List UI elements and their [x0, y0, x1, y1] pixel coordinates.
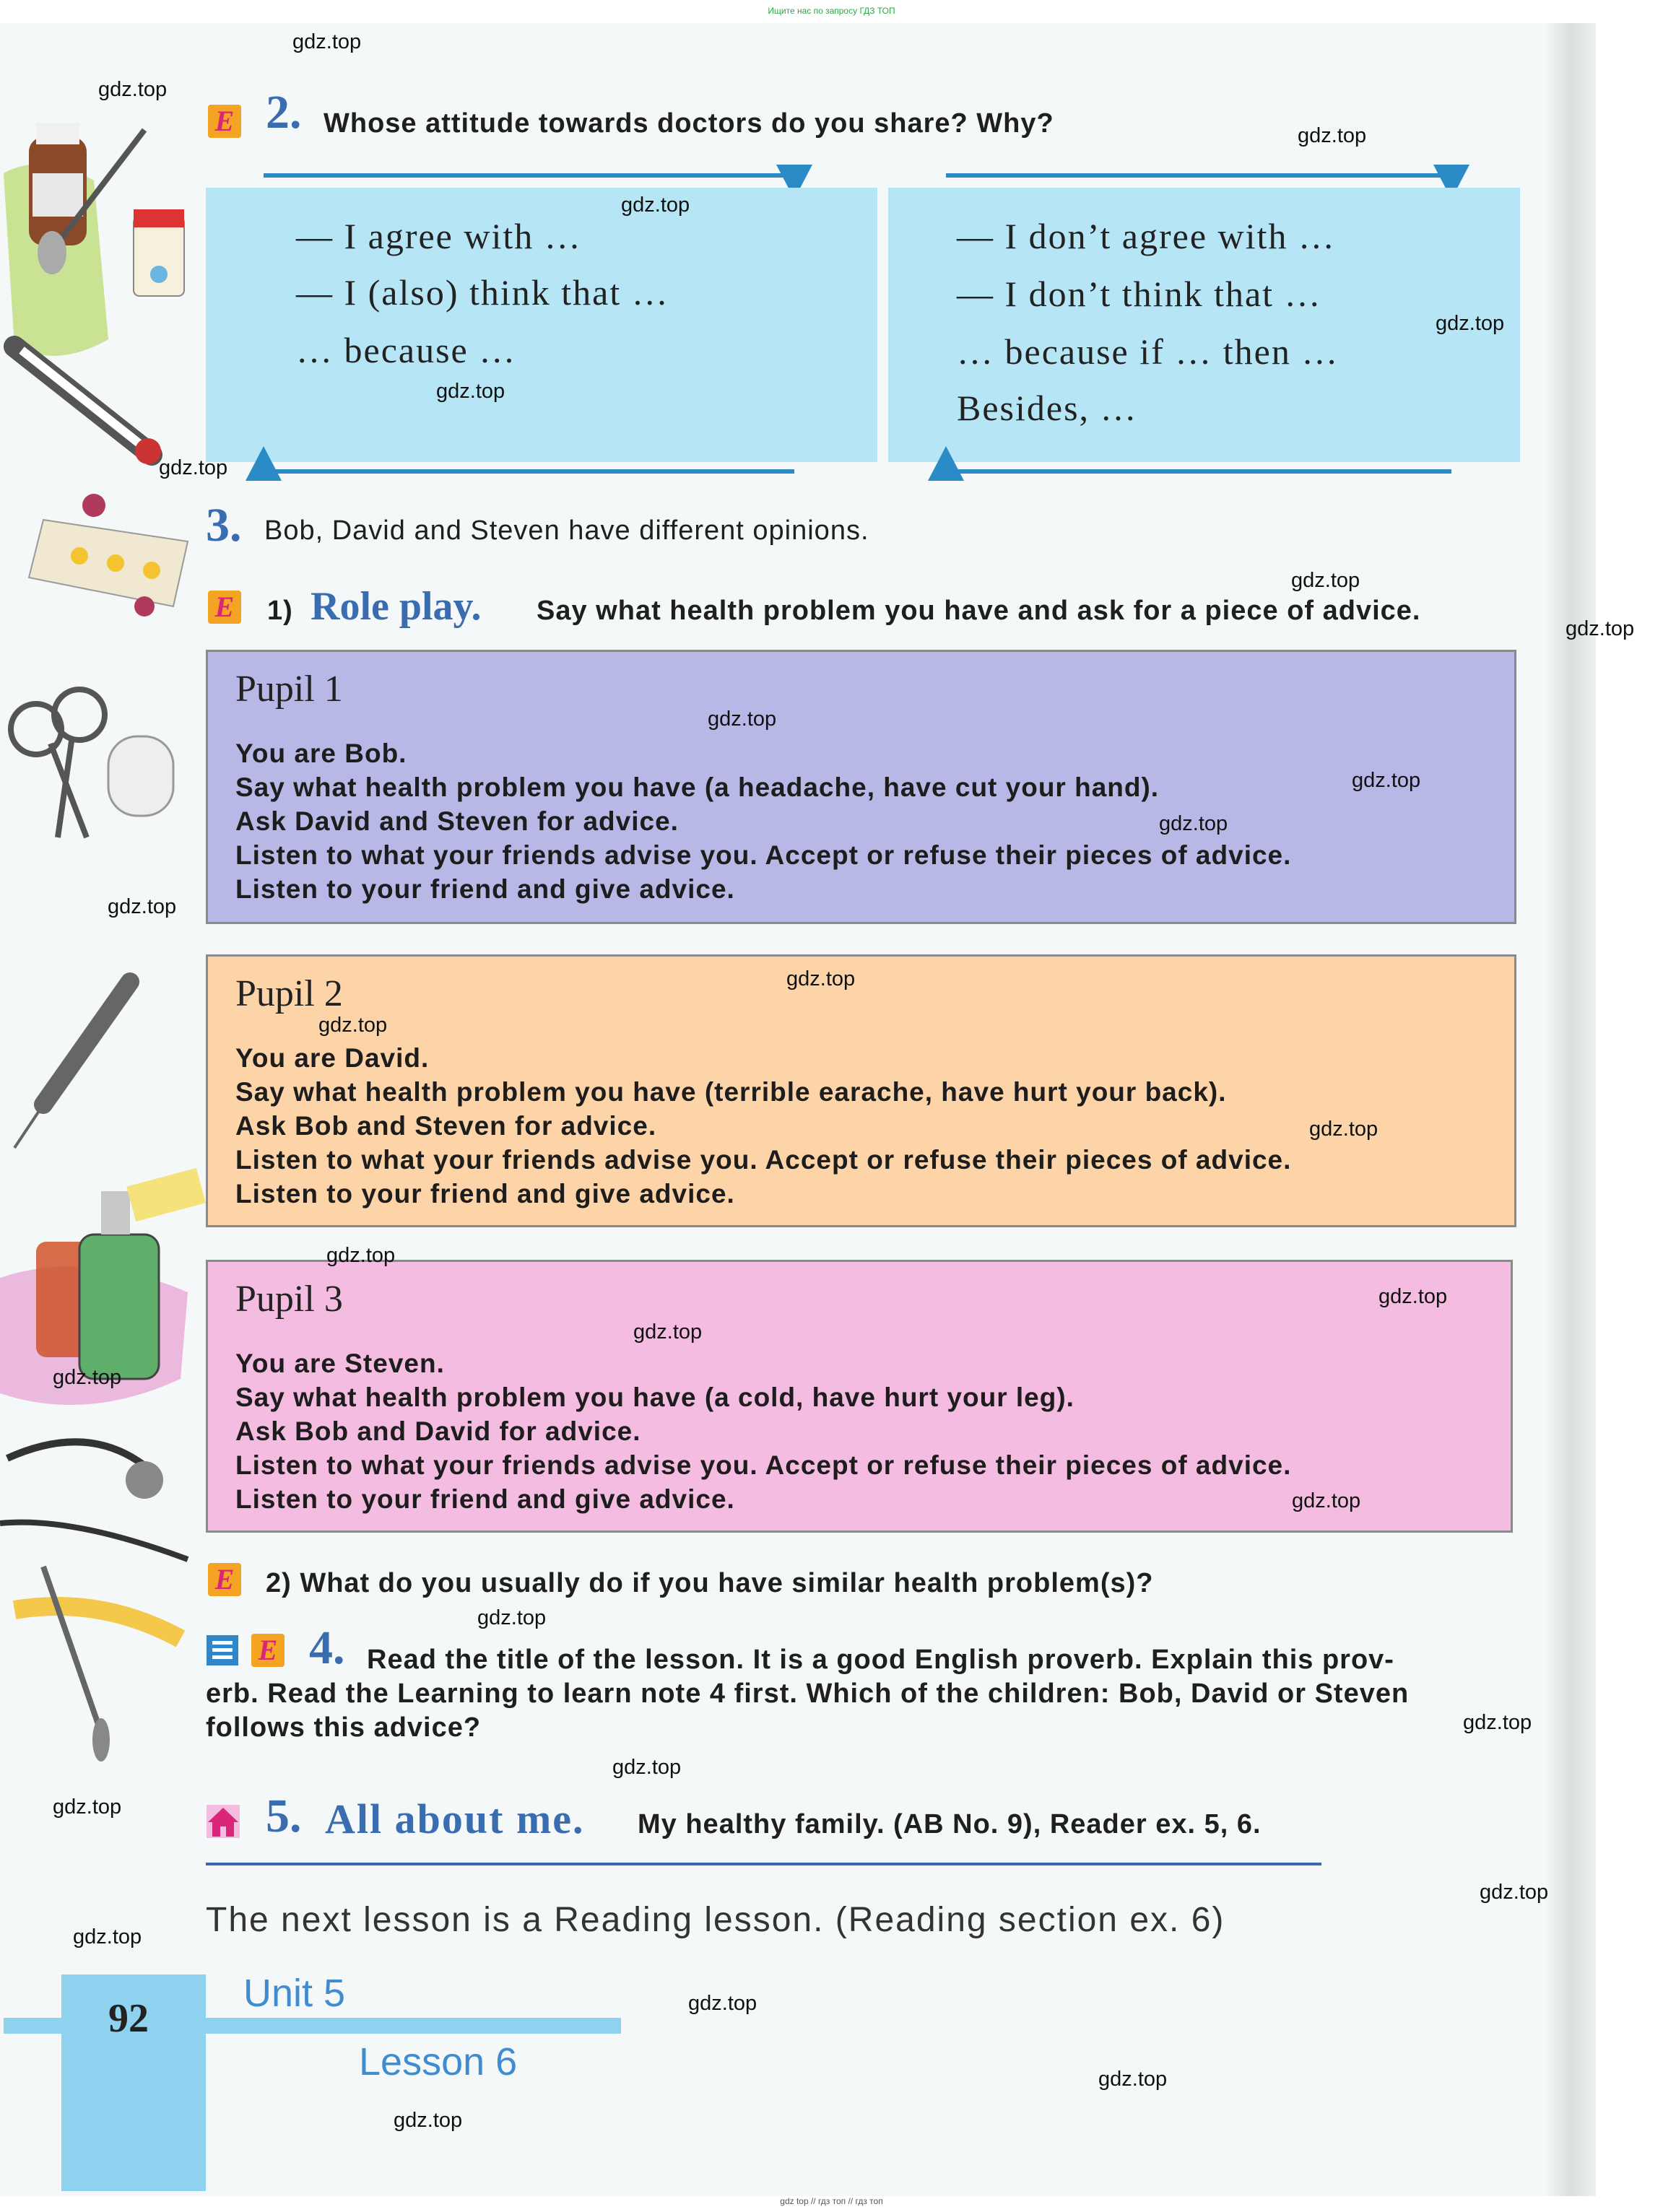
- pupil-line: Ask Bob and David for advice.: [235, 1416, 641, 1446]
- watermark: gdz.top: [1480, 1881, 1549, 1904]
- watermark: gdz.top: [292, 30, 362, 53]
- arrow-line: [946, 173, 1451, 178]
- watermark: gdz.top: [1352, 769, 1421, 792]
- pupil-line: Listen to what your friends advise you. Accept or refuse their pieces of advice.: [235, 840, 1292, 870]
- watermark: gdz.top: [1159, 812, 1228, 835]
- ex4-line: follows this advice?: [206, 1712, 482, 1743]
- pupil-line: Listen to what your friends advise you. Accept or refuse their pieces of advice.: [235, 1450, 1292, 1480]
- pupil-line: You are Bob.: [235, 739, 407, 768]
- disagree-phrase: — I don’t agree with …: [957, 216, 1336, 256]
- watermark: gdz.top: [73, 1925, 142, 1948]
- watermark: gdz.top: [159, 456, 228, 479]
- watermark: gdz.top: [108, 895, 177, 918]
- watermark: gdz.top: [477, 1606, 547, 1629]
- arrow-line: [946, 469, 1451, 474]
- ex2-number: 2.: [266, 86, 302, 139]
- watermark: gdz.top: [786, 967, 856, 990]
- pupil-line: Say what health problem you have (terrible earache, have hurt your back).: [235, 1077, 1227, 1107]
- footer-band: [4, 2018, 621, 2034]
- ex3-intro: Bob, David and Steven have different opinions.: [264, 515, 869, 546]
- e-badge-icon: E: [251, 1634, 285, 1667]
- watermark: gdz.top: [53, 1795, 122, 1819]
- watermark: gdz.top: [1463, 1711, 1532, 1734]
- watermark: gdz.top: [1292, 1489, 1361, 1512]
- agree-phrase: … because …: [296, 330, 517, 370]
- watermark: gdz.top: [318, 1014, 388, 1037]
- pupil-title: Pupil 2: [235, 973, 343, 1014]
- pills-blister-icon: [29, 494, 188, 617]
- syringe-icon: [14, 982, 130, 1148]
- ex5-text: My healthy family. (AB No. 9), Reader ex. 5, 6.: [638, 1809, 1262, 1839]
- next-lesson-note: The next lesson is a Reading lesson. (Reading section ex. 6): [206, 1901, 1225, 1939]
- role-play-title: Role play.: [311, 584, 482, 629]
- medicine-bottle-icon: [4, 123, 144, 356]
- disagree-phrase: … because if … then …: [957, 331, 1339, 372]
- watermark: gdz.top: [688, 1992, 757, 2015]
- watermark: gdz.top: [1298, 124, 1367, 147]
- ex4-line: erb. Read the Learning to learn note 4 first. Which of the children: Bob, David or Steven: [206, 1678, 1410, 1709]
- disagree-phrase: Besides, …: [957, 388, 1138, 428]
- page-gutter: [1545, 23, 1596, 2196]
- watermark: gdz.top: [612, 1756, 682, 1779]
- watermark: gdz.top: [53, 1366, 122, 1389]
- ex3-number: 3.: [206, 499, 242, 552]
- watermark: gdz.top: [708, 707, 777, 731]
- stethoscope-icon: [0, 1442, 188, 1762]
- divider: [206, 1863, 1321, 1865]
- medical-illustrations: [0, 108, 209, 1769]
- workbook-badge-icon: [207, 1635, 238, 1665]
- watermark: gdz.top: [1291, 569, 1360, 592]
- pupil-line: Say what health problem you have (a cold, have hurt your leg).: [235, 1382, 1074, 1412]
- watermark: gdz.top: [394, 2109, 463, 2132]
- lesson-label: Lesson 6: [359, 2040, 518, 2083]
- pupil-line: Ask David and Steven for advice.: [235, 806, 679, 836]
- pupil-line: Listen to your friend and give advice.: [235, 874, 735, 904]
- pupil-title: Pupil 1: [235, 669, 343, 710]
- pupil-line: Say what health problem you have (a headache, have cut your hand).: [235, 772, 1160, 802]
- watermark: gdz.top: [621, 193, 690, 217]
- watermark: gdz.top: [436, 380, 505, 403]
- e-badge-icon: E: [208, 105, 241, 138]
- scissors-bandage-icon: [11, 689, 173, 837]
- arrow-line: [264, 469, 794, 474]
- e-badge-icon: E: [208, 1563, 241, 1596]
- bottom-note: gdz top // гдз топ // гдз топ: [780, 2196, 883, 2206]
- agree-phrase: — I (also) think that …: [296, 272, 669, 313]
- thermometer-icon: [14, 347, 161, 464]
- watermark: gdz.top: [1436, 312, 1505, 335]
- page-number: 92: [108, 1996, 149, 2041]
- pupil-line: You are Steven.: [235, 1349, 445, 1378]
- arrow-up-icon: [928, 446, 964, 482]
- watermark: gdz.top: [98, 78, 168, 101]
- agree-phrase: — I agree with …: [296, 216, 582, 256]
- pill-jar-icon: [134, 209, 184, 296]
- watermark: gdz.top: [633, 1320, 703, 1344]
- arrow-up-icon: [246, 446, 282, 482]
- ex5-number: 5.: [266, 1790, 302, 1842]
- pupil-line: Listen to what your friends advise you. Accept or refuse their pieces of advice.: [235, 1145, 1292, 1175]
- ex4-number: 4.: [309, 1621, 345, 1674]
- pupil-line: Listen to your friend and give advice.: [235, 1484, 735, 1514]
- pupil-1-card: [206, 650, 1516, 924]
- unit-label: Unit 5: [243, 1972, 346, 2015]
- ex2-prompt: Whose attitude towards doctors do you share? Why?: [324, 108, 1054, 139]
- task1-number: 1): [267, 596, 293, 626]
- watermark: gdz.top: [1566, 617, 1635, 640]
- top-note: Ищите нас по запросу ГДЗ ТОП: [768, 6, 895, 16]
- disagree-phrase: — I don’t think that …: [957, 274, 1322, 314]
- pupil-line: Listen to your friend and give advice.: [235, 1179, 735, 1209]
- watermark: gdz.top: [1378, 1285, 1448, 1308]
- watermark: gdz.top: [326, 1244, 396, 1267]
- pupil-2-card: [206, 954, 1516, 1227]
- watermark: gdz.top: [1098, 2068, 1168, 2091]
- pupil-line: You are David.: [235, 1043, 430, 1073]
- all-about-me-title: All about me.: [325, 1795, 585, 1842]
- task2-text: 2) What do you usually do if you have similar health problem(s)?: [266, 1568, 1154, 1598]
- arrow-line: [264, 173, 794, 178]
- home-icon: [207, 1805, 240, 1838]
- task1-text: Say what health problem you have and ask for a piece of advice.: [537, 596, 1421, 626]
- pupil-title: Pupil 3: [235, 1279, 343, 1320]
- watermark: gdz.top: [1309, 1118, 1378, 1141]
- ex4-line: Read the title of the lesson. It is a good English proverb. Explain this prov-: [367, 1645, 1394, 1675]
- pupil-line: Ask Bob and Steven for advice.: [235, 1111, 657, 1141]
- e-badge-icon: E: [208, 591, 241, 624]
